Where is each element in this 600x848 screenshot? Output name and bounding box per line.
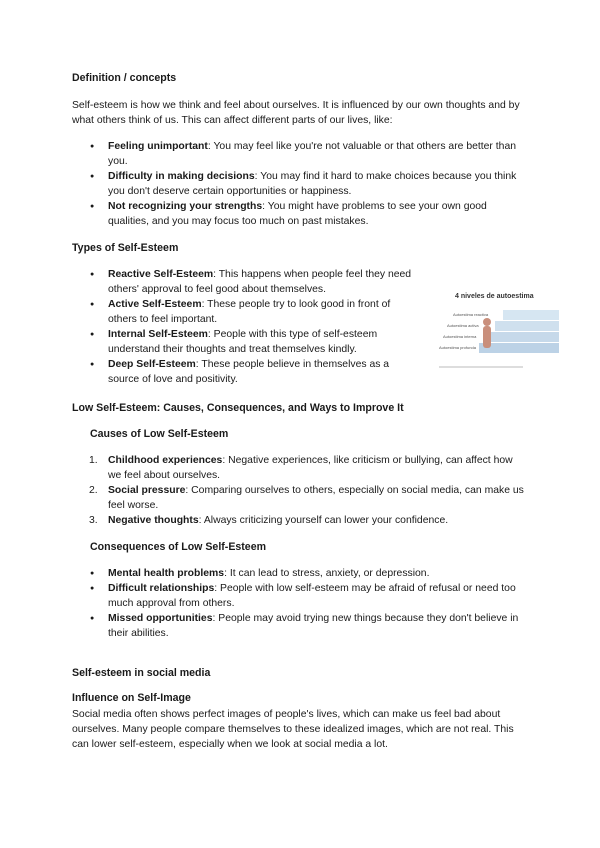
consequences-list [108, 566, 528, 641]
step-3 [487, 332, 559, 342]
consequences-heading: Consequences of Low Self-Esteem [90, 541, 267, 553]
causes-heading: Causes of Low Self-Esteem [90, 428, 229, 440]
low-esteem-heading: Low Self-Esteem: Causes, Consequences, and Ways to Improve It [72, 402, 404, 414]
list-item: ● Deep Self-Esteem: These people believe in themselves as a source of love and positivity. [108, 357, 413, 387]
types-heading: Types of Self-Esteem [72, 242, 179, 254]
figure-title: 4 niveles de autoestima [455, 293, 534, 300]
list-item: ● Reactive Self-Esteem: This happens when people feel they need others' approval to feel good about themselves. [108, 267, 413, 297]
figure-label-3: Autoestima interna [443, 334, 477, 339]
types-list [108, 267, 413, 387]
figure-person [483, 326, 491, 348]
list-item: ● Mental health problems: It can lead to stress, anxiety, or depression. [108, 566, 528, 581]
list-item: ● Missed opportunities: People may avoid trying new things because they don't believe in their abilities. [108, 611, 528, 641]
list-item: 2. Social pressure: Comparing ourselves to others, especially on social media, can make us feel worse. [89, 485, 524, 511]
figure-label-2: Autoestima activa [447, 323, 479, 328]
causes-list [89, 453, 528, 528]
list-item: ● Feeling unimportant: You may feel like you're not valuable or that others are better than you. [108, 139, 528, 169]
figure-label-4: Autoestima profunda [439, 345, 476, 350]
list-item: ● Not recognizing your strengths: You might have problems to see your own good qualities, and you may focus too much on past mistakes. [108, 199, 528, 229]
list-item: ● Difficulty in making decisions: You may find it hard to make choices because you think you don't deserve certain opportunities or happiness. [108, 169, 528, 199]
list-item: ● Active Self-Esteem: These people try to look good in front of others to feel important. [108, 297, 413, 327]
list-item: 3. Negative thoughts: Always criticizing yourself can lower your confidence. [89, 515, 449, 526]
self-image-subheading: Influence on Self-Image [72, 692, 191, 704]
definition-intro: Self-esteem is how we think and feel about ourselves. It is influenced by our own thoughts and by what others think of us. This can affect different parts of our lives, like: [72, 100, 520, 126]
step-1 [503, 310, 559, 320]
list-item: 1. Childhood experiences: Negative experiences, like criticism or bullying, can affect how we feel about ourselves. [89, 455, 513, 481]
figure-label-1: Autoestima reactiva [453, 312, 489, 317]
definition-list [108, 139, 528, 229]
list-item: ● Difficult relationships: People with low self-esteem may be afraid of refusal or need too much approval from others. [108, 581, 528, 611]
self-esteem-levels-figure [433, 290, 563, 370]
figure-person-head [483, 318, 491, 326]
social-media-heading: Self-esteem in social media [72, 667, 211, 679]
step-2 [495, 321, 559, 331]
definition-heading: Definition / concepts [72, 72, 177, 84]
list-item: ● Internal Self-Esteem: People with this type of self-esteem understand their thoughts and treat themselves kindly. [108, 327, 413, 357]
social-media-paragraph: Social media often shows perfect images of people's lives, which can make us feel bad about ourselves. Many people compare themselves to these idealized images, which are not real. This can lower self-esteem, especially when we look at social media a lot. [72, 709, 514, 750]
